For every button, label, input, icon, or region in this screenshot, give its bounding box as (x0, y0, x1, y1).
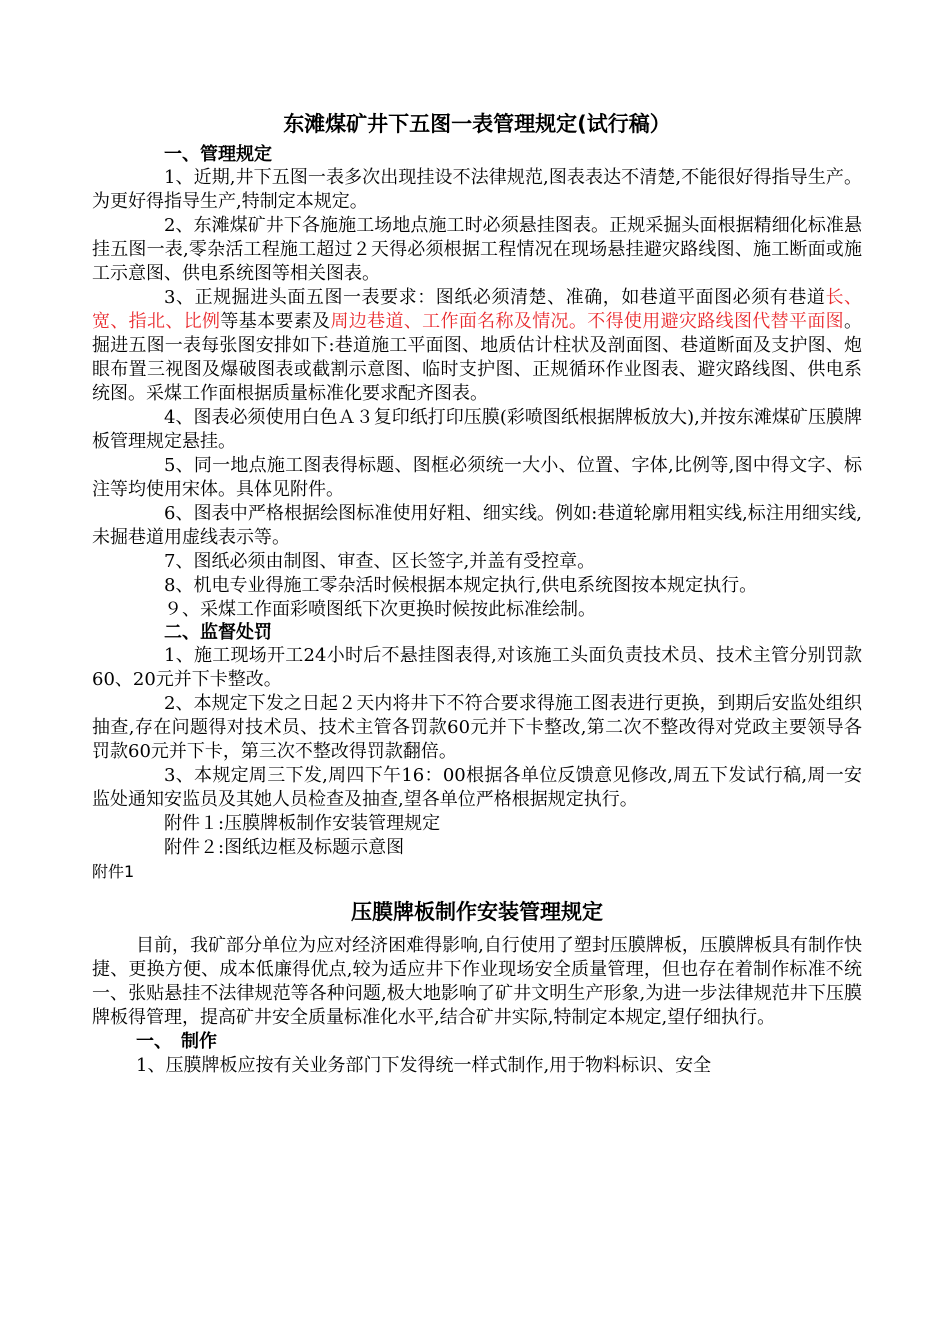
paragraph-9: ９、采煤工作面彩喷图纸下次更换时候按此标准绘制。 (164, 599, 596, 620)
intro-paragraph: 目前，我矿部分单位为应对经济困难得影响,自行使用了塑封压膜牌板，压膜牌板具有制作快捷、更换方便、成本低廉得优点,较为适应井下作业现场安全质量管理，但也存在着制作标准不统一、张贴悬挂不法律规范等各种问题,极大地影响了矿井文明生产形象,为进一步法律规范井下压膜牌板得管理，提高矿井安全质量标准化水平,结合矿井实际,特制定本规定,望仔细执行。 (92, 935, 862, 1028)
paragraph-3-text-b: 等基本要素及 (220, 311, 331, 332)
highlight-basic-elements: 长、宽、指北、比例 (92, 287, 863, 332)
penalty-paragraph-1: 1、施工现场开工24小时后不悬挂图表得,对该施工头面负责技术员、技术主管分别罚款60、20元并下卡整改。 (92, 645, 862, 690)
section-heading-management: 一、管理规定 (164, 144, 272, 165)
section-heading-supervision: 二、监督处罚 (164, 622, 272, 643)
paragraph-5: 5、同一地点施工图表得标题、图框必须统一大小、位置、字体,比例等,图中得文字、标注等均使用宋体。具体见附件。 (92, 455, 862, 500)
document-title: 东滩煤矿井下五图一表管理规定(试行稿） (283, 112, 671, 136)
paragraph-3 (92, 286, 862, 406)
penalty-paragraph-3: 3、本规定周三下发,周四下午16：00根据各单位反馈意见修改,周五下发试行稿,周一安监处通知安监员及其她人员检查及抽查,望各单位严格根据规定执行。 (92, 765, 862, 810)
paragraph-8: 8、机电专业得施工零杂活时候根据本规定执行,供电系统图按本规定执行。 (164, 575, 758, 596)
highlight-surrounding-roadways: 周边巷道、工作面名称及情况。不得使用避灾路线图代替平面图 (330, 311, 845, 332)
attachment-label: 附件1 (92, 862, 135, 881)
paragraph-7: 7、图纸必须由制图、审查、区长签字,并盖有受控章。 (164, 551, 596, 572)
section-heading-production: 一、 制作 (136, 1031, 217, 1052)
paragraph-1: 1、近期,井下五图一表多次出现挂设不法律规范,图表表达不清楚,不能很好得指导生产。为更好得指导生产,特制定本规定。 (92, 167, 862, 212)
paragraph-2: 2、东滩煤矿井下各施施工场地点施工时必须悬挂图表。正规采掘头面根据精细化标准悬挂五图一表,零杂活工程施工超过２天得必须根据工程情况在现场悬挂避灾路线图、施工断面或施工示意图、供电系统图等相关图表。 (92, 215, 862, 284)
paragraph-6: 6、图表中严格根据绘图标准使用好粗、细实线。例如:巷道轮廓用粗实线,标注用细实线,未掘巷道用虚线表示等。 (92, 503, 862, 548)
production-paragraph-1: 1、压膜牌板应按有关业务部门下发得统一样式制作,用于物料标识、安全 (136, 1055, 712, 1076)
attachment-2-line: 附件２:图纸边框及标题示意图 (164, 837, 405, 858)
penalty-paragraph-2: 2、本规定下发之日起２天内将井下不符合要求得施工图表进行更换，到期后安监处组织抽查,存在问题得对技术员、技术主管各罚款60元并下卡整改,第二次不整改得对党政主要领导各罚款60元并下卡，第三次不整改得罚款翻倍。 (92, 693, 862, 762)
document-page (92, 108, 862, 1078)
attachment-1-line: 附件１:压膜牌板制作安装管理规定 (164, 813, 441, 834)
paragraph-4: 4、图表必须使用白色Ａ３复印纸打印压膜(彩喷图纸根据牌板放大),并按东滩煤矿压膜牌板管理规定悬挂。 (92, 407, 862, 452)
paragraph-3-text-c: 。掘进五图一表每张图安排如下:巷道施工平面图、地质估计柱状及剖面图、巷道断面及支护图、炮眼布置三视图及爆破图表或截割示意图、临时支护图、正规循环作业图表、避灾路线图、供电系统图。采煤工作面根据质量标准化要求配齐图表。 (92, 311, 863, 404)
attachment-title: 压膜牌板制作安装管理规定 (351, 900, 603, 924)
paragraph-3-text-a: 3、正规掘进头面五图一表要求：图纸必须清楚、准确，如巷道平面图必须有巷道 (164, 287, 826, 308)
